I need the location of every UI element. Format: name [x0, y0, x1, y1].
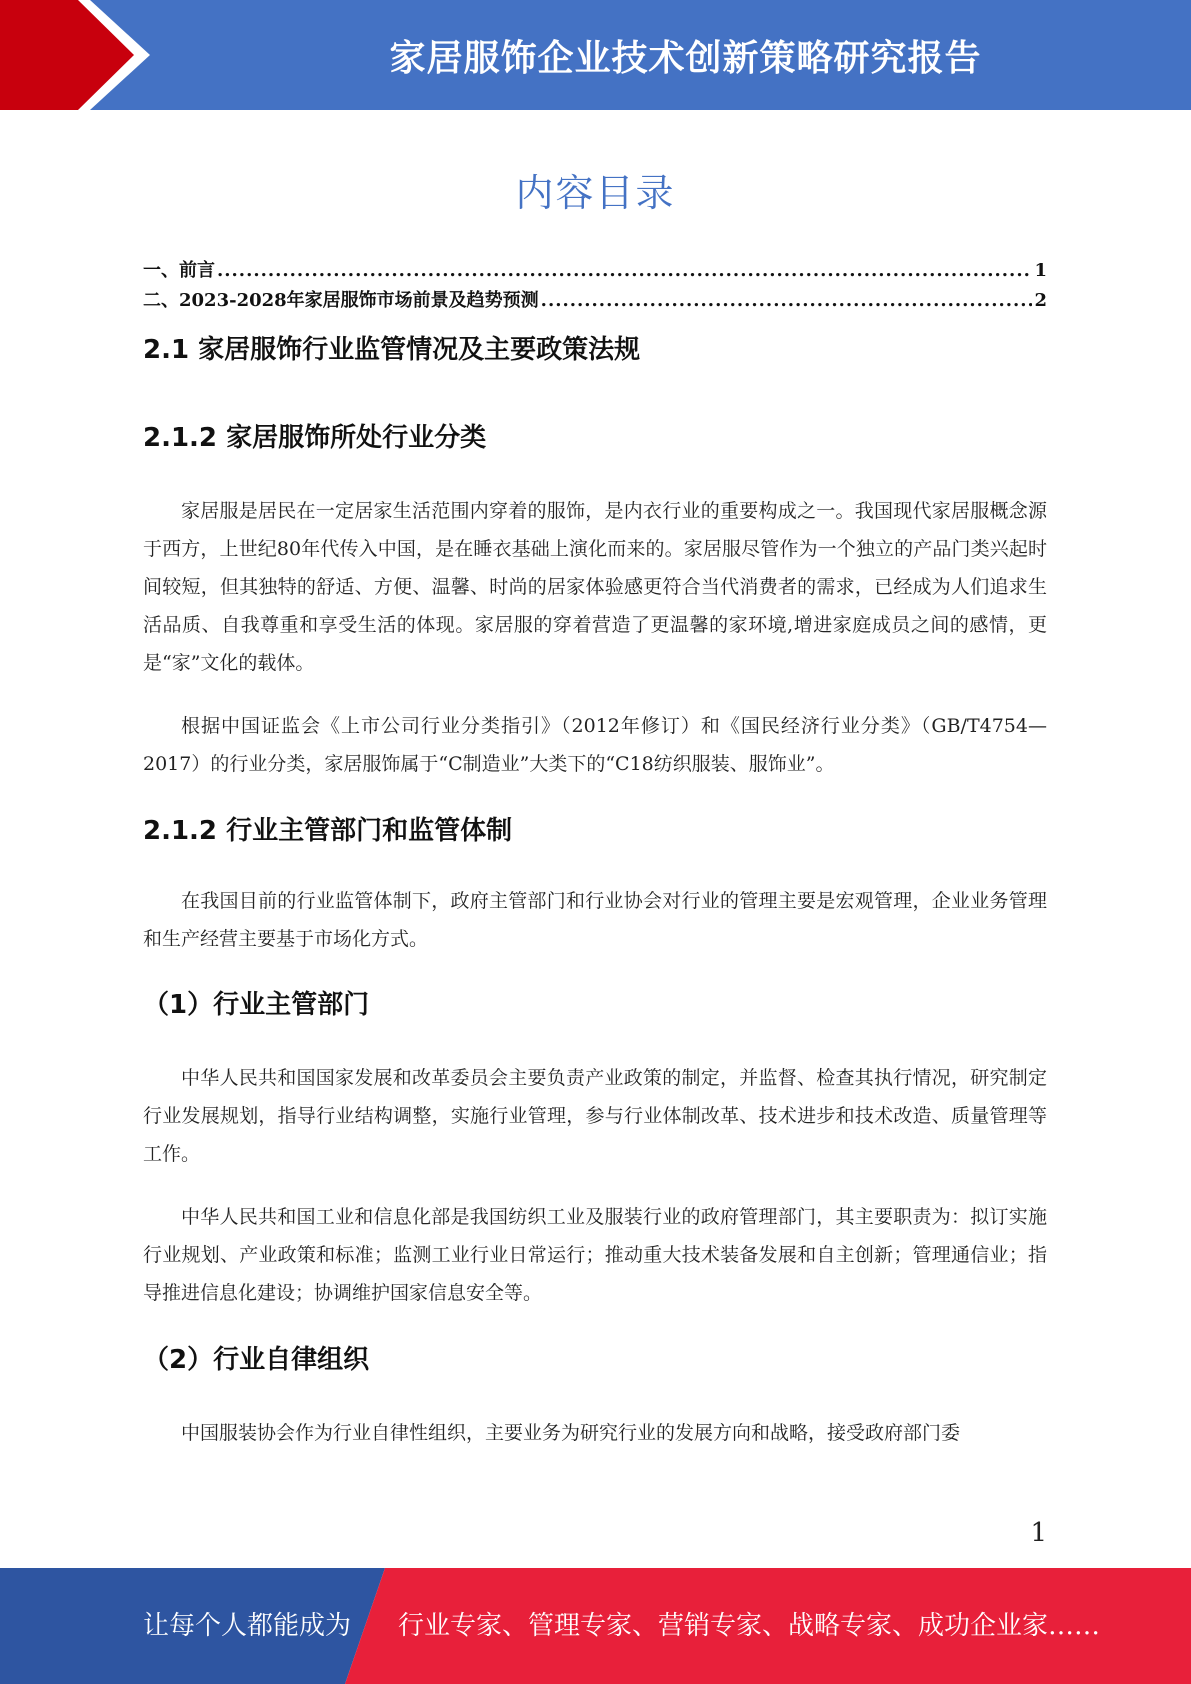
toc-entry-page: 2: [1034, 290, 1047, 311]
header-banner: [0, 0, 1191, 110]
footer-slogan-left: 让每个人都能成为: [143, 1611, 352, 1641]
subsection-heading: 2.1.2 行业主管部门和监管体制: [143, 816, 513, 846]
page-number: 1: [1030, 1518, 1047, 1548]
toc-entry-market-outlook[interactable]: [143, 286, 1047, 316]
footer-slogan-right: 行业专家、管理专家、营销专家、战略专家、成功企业家……: [398, 1611, 1101, 1641]
paragraph: 家居服是居民在一定居家生活范围内穿着的服饰，是内衣行业的重要构成之一。我国现代家居服概念源于西方，上世纪80年代传入中国，是在睡衣基础上演化而来的。家居服尽管作为一个独立的产品门类兴起时间较短，但其独特的舒适、方便、温馨、时尚的居家体验感更符合当代消费者的需求，已经成为人们追求生活品质、自我尊重和享受生活的体现。家居服的穿着营造了更温馨的家环境,增进家庭成员之间的感情，更是“家”文化的载体。: [143, 500, 1047, 674]
section-heading: 2.1 家居服饰行业监管情况及主要政策法规: [143, 335, 641, 365]
paragraph: 在我国目前的行业监管体制下，政府主管部门和行业协会对行业的管理主要是宏观管理，企业业务管理和生产经营主要基于市场化方式。: [143, 890, 1047, 950]
toc-entry-label: 二、2023-2028年家居服饰市场前景及趋势预测: [143, 290, 539, 311]
toc-leader-dots: [217, 256, 1032, 286]
main-content: [143, 328, 1047, 1452]
red-arrow-decoration: [0, 0, 160, 110]
report-title: 家居服饰企业技术创新策略研究报告: [389, 37, 982, 79]
toc-entry-label: 一、前言: [143, 260, 215, 281]
subsection-heading: （1）行业主管部门: [143, 990, 370, 1020]
subsection-heading: 2.1.2 家居服饰所处行业分类: [143, 423, 487, 453]
paragraph: 中国服装协会作为行业自律性组织，主要业务为研究行业的发展方向和战略，接受政府部门委: [181, 1422, 961, 1444]
paragraph: 中华人民共和国国家发展和改革委员会主要负责产业政策的制定，并监督、检查其执行情况，研究制定行业发展规划，指导行业结构调整，实施行业管理，参与行业体制改革、技术进步和技术改造、质量管理等工作。: [143, 1067, 1047, 1165]
toc-entry-page: 1: [1034, 260, 1047, 281]
subsection-heading: （2）行业自律组织: [143, 1345, 370, 1375]
footer-banner: [0, 1568, 1191, 1684]
toc-leader-dots: [541, 286, 1033, 316]
toc-entry-preface[interactable]: [143, 256, 1047, 286]
toc-heading: 内容目录: [515, 171, 676, 215]
table-of-contents: [143, 256, 1047, 316]
paragraph: 中华人民共和国工业和信息化部是我国纺织工业及服装行业的政府管理部门，其主要职责为：拟订实施行业规划、产业政策和标准；监测工业行业日常运行；推动重大技术装备发展和自主创新；管理通信业；指导推进信息化建设；协调维护国家信息安全等。: [143, 1206, 1047, 1304]
paragraph: 根据中国证监会《上市公司行业分类指引》（2012年修订）和《国民经济行业分类》（GB/T4754—2017）的行业分类，家居服饰属于“C制造业”大类下的“C18纺织服装、服饰业”。: [143, 715, 1047, 775]
